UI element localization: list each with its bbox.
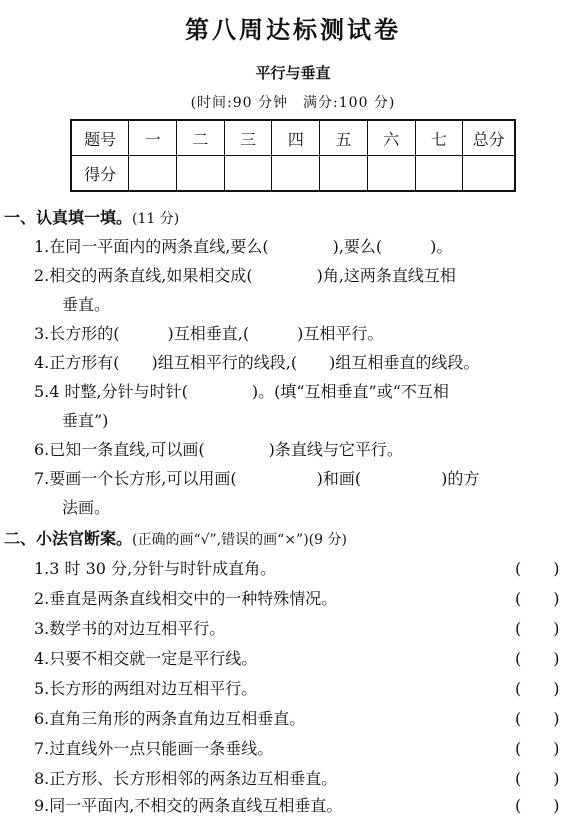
fill-question-2-continued: 垂直。 xyxy=(62,295,111,314)
answer-parentheses[interactable]: ( ) xyxy=(515,796,560,815)
fill-question-6: 6.已知一条直线,可以画( )条直线与它平行。 xyxy=(34,440,403,459)
score-cell: 三 xyxy=(224,120,272,156)
fill-question-5-continued: 垂直”) xyxy=(62,411,109,430)
judge-question-9: 9.同一平面内,不相交的两条直线互相垂直。 xyxy=(34,796,343,815)
answer-parentheses[interactable]: ( ) xyxy=(515,619,560,638)
judge-question-8: 8.正方形、长方形相邻的两条边互相垂直。 xyxy=(34,769,338,788)
fill-question-5: 5.4 时整,分针与时针( )。(填“互相垂直”或“不互相 xyxy=(34,382,449,401)
score-table-header-row xyxy=(71,120,515,156)
answer-parentheses[interactable]: ( ) xyxy=(515,739,560,758)
judge-question-5: 5.长方形的两组对边互相平行。 xyxy=(34,679,258,698)
score-blank-cell[interactable] xyxy=(177,156,225,192)
score-cell: 六 xyxy=(367,120,415,156)
judge-question-6: 6.直角三角形的两条直角边互相垂直。 xyxy=(34,709,306,728)
page-title: 第八周达标测试卷 xyxy=(185,15,401,44)
score-table-score-row xyxy=(71,156,515,192)
fill-question-7-continued: 法画。 xyxy=(62,498,111,517)
score-blank-cell[interactable] xyxy=(415,156,463,192)
score-blank-cell[interactable] xyxy=(320,156,368,192)
score-cell: 题号 xyxy=(71,120,129,156)
score-cell: 一 xyxy=(129,120,177,156)
fill-question-7: 7.要画一个长方形,可以用画( )和画( )的方 xyxy=(34,469,480,488)
score-cell: 五 xyxy=(320,120,368,156)
section-2-title: 二、小法官断案。 xyxy=(4,529,133,548)
judge-question-2: 2.垂直是两条直线相交中的一种特殊情况。 xyxy=(34,589,338,608)
section-1-title: 一、认真填一填。 xyxy=(4,208,133,227)
score-cell: 七 xyxy=(415,120,463,156)
answer-parentheses[interactable]: ( ) xyxy=(515,709,560,728)
score-blank-cell[interactable] xyxy=(129,156,177,192)
section-1-heading xyxy=(4,205,179,228)
answer-parentheses[interactable]: ( ) xyxy=(515,769,560,788)
fill-question-4: 4.正方形有( )组互相平行的线段,( )组互相垂直的线段。 xyxy=(34,353,480,372)
score-cell: 总分 xyxy=(463,120,515,156)
judge-question-7: 7.过直线外一点只能画一条垂线。 xyxy=(34,739,274,758)
fill-question-3: 3.长方形的( )互相垂直,( )互相平行。 xyxy=(34,324,384,343)
score-blank-cell[interactable] xyxy=(367,156,415,192)
score-cell: 二 xyxy=(177,120,225,156)
fill-question-2: 2.相交的两条直线,如果相交成( )角,这两条直线互相 xyxy=(34,266,456,285)
section-2-instruction: (正确的画“√”,错误的画“×”)(9 分) xyxy=(132,532,347,548)
score-blank-cell[interactable] xyxy=(463,156,515,192)
judge-question-4: 4.只要不相交就一定是平行线。 xyxy=(34,649,258,668)
answer-parentheses[interactable]: ( ) xyxy=(515,649,560,668)
score-blank-cell[interactable] xyxy=(272,156,320,192)
judge-question-3: 3.数学书的对边互相平行。 xyxy=(34,619,226,638)
time-info: (时间:90 分钟 满分:100 分) xyxy=(190,95,396,111)
section-1-points: (11 分) xyxy=(132,211,180,227)
score-cell: 四 xyxy=(272,120,320,156)
score-table xyxy=(70,119,516,192)
answer-parentheses[interactable]: ( ) xyxy=(515,559,560,578)
section-2-heading xyxy=(4,526,347,549)
score-blank-cell[interactable] xyxy=(224,156,272,192)
judge-question-1: 1.3 时 30 分,分针与时针成直角。 xyxy=(34,559,277,578)
fill-question-1: 1.在同一平面内的两条直线,要么( ),要么( )。 xyxy=(34,237,453,256)
page-subtitle: 平行与垂直 xyxy=(255,64,331,82)
score-row-label: 得分 xyxy=(71,156,129,192)
answer-parentheses[interactable]: ( ) xyxy=(515,679,560,698)
answer-parentheses[interactable]: ( ) xyxy=(515,589,560,608)
